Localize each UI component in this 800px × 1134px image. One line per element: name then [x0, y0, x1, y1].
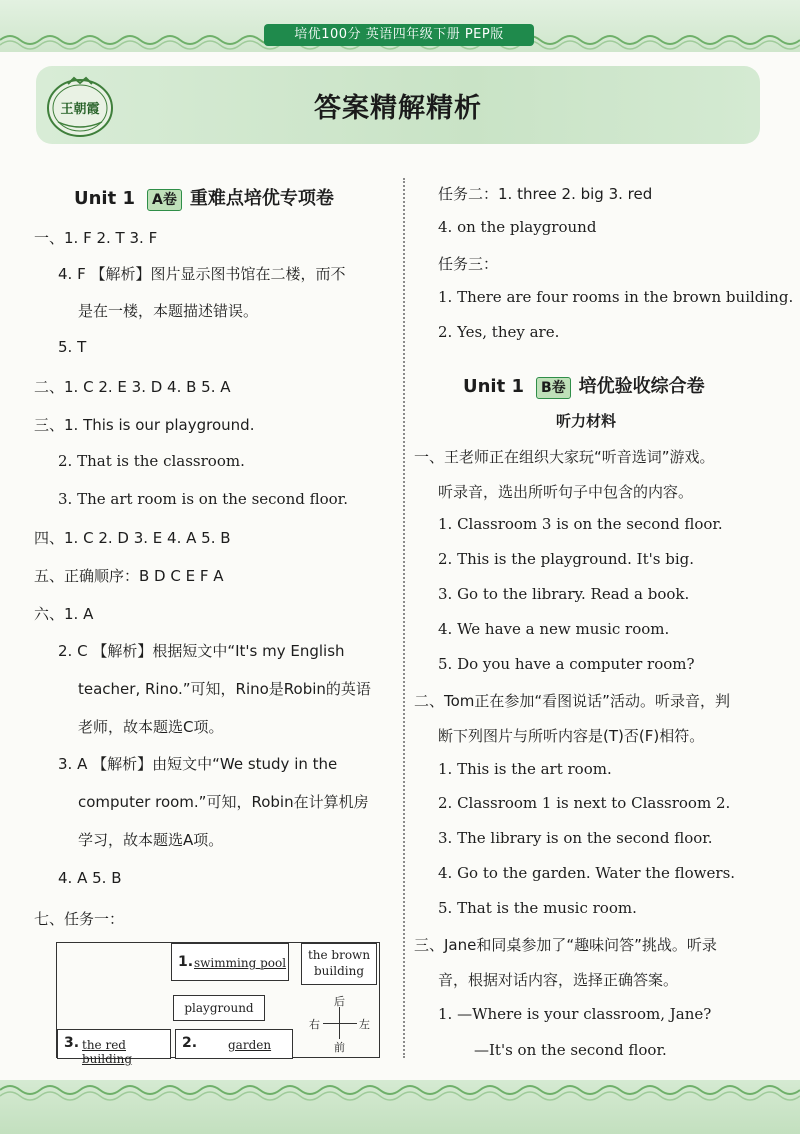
answer-line: computer room.”可知，Robin在计算机房	[78, 793, 369, 811]
script-line: —It's on the second floor.	[474, 1041, 667, 1059]
answer-line: 三、1. This is our playground.	[34, 416, 255, 434]
script-line: 一、王老师正在组织大家玩“听音选词”游戏。	[414, 448, 715, 466]
answer-line: 4. on the playground	[438, 218, 597, 236]
box-answer: swimming pool	[194, 956, 287, 970]
unit-a-heading	[74, 184, 334, 211]
script-line: 5. Do you have a computer room?	[438, 655, 695, 673]
map-box-brown-building	[301, 943, 377, 985]
compass-west: 右	[309, 1018, 320, 1031]
bottom-wave-decoration	[0, 1082, 800, 1104]
answer-line: 5. T	[58, 338, 87, 356]
script-line: 1. This is the art room.	[438, 760, 612, 778]
answer-line: 4. F 【解析】图片显示图书馆在二楼，而不	[58, 265, 346, 283]
script-line: 三、Jane和同桌参加了“趣味问答”挑战。听录	[414, 936, 717, 954]
compass-east: 左	[359, 1018, 370, 1031]
answer-line: 2. Yes, they are.	[438, 323, 560, 341]
script-line: 5. That is the music room.	[438, 899, 637, 917]
box-label: playground	[184, 1001, 254, 1015]
publisher-logo-icon	[44, 72, 116, 140]
answer-line: 3. The art room is on the second floor.	[58, 490, 348, 508]
svg-text:王朝霞: 王朝霞	[60, 102, 100, 117]
unit-b-heading	[463, 372, 705, 399]
script-line: 二、Tom正在参加“看图说话”活动。听录音，判	[414, 692, 730, 710]
answer-line: 五、正确顺序：B D C E F A	[34, 567, 224, 585]
script-line: 3. Go to the library. Read a book.	[438, 585, 690, 603]
unit-label: Unit 1	[74, 188, 135, 209]
box-answer: garden	[228, 1038, 272, 1052]
answer-line: 3. A 【解析】由短文中“We study in the	[58, 755, 338, 773]
script-line: 4. Go to the garden. Water the flowers.	[438, 864, 736, 882]
paper-badge: A卷	[147, 189, 182, 211]
unit-label: Unit 1	[463, 376, 524, 397]
title-bar	[36, 66, 760, 144]
box-label: the brown building	[307, 948, 371, 978]
answer-line: 1. There are four rooms in the brown building.	[438, 288, 794, 306]
location-map	[56, 942, 380, 1066]
answer-line: 一、1. F 2. T 3. F	[34, 229, 158, 247]
answer-line: 学习，故本题选A项。	[78, 831, 224, 849]
paper-title: 重难点培优专项卷	[189, 188, 334, 209]
answer-line: 任务二：1. three 2. big 3. red	[438, 185, 653, 203]
paper-badge: B卷	[536, 377, 571, 399]
script-line: 4. We have a new music room.	[438, 620, 670, 638]
script-line: 2. Classroom 1 is next to Classroom 2.	[438, 794, 731, 812]
map-box-garden	[175, 1029, 293, 1059]
script-line: 听录音，选出所听句子中包含的内容。	[438, 483, 694, 501]
section-subtitle: 听力材料	[556, 412, 617, 430]
box-number: 2.	[182, 1035, 198, 1051]
script-line: 3. The library is on the second floor.	[438, 829, 713, 847]
script-line: 断下列图片与所听内容是(T)否(F)相符。	[438, 727, 705, 745]
answer-line: 2. C 【解析】根据短文中“It's my English	[58, 642, 345, 660]
box-answer: the red building	[82, 1038, 133, 1066]
compass-north: 后	[334, 995, 345, 1008]
script-line: 音，根据对话内容，选择正确答案。	[438, 971, 679, 989]
script-line: 1. Classroom 3 is on the second floor.	[438, 515, 723, 533]
column-divider	[403, 178, 405, 1058]
answer-line: 任务三：	[438, 255, 499, 273]
answer-line: 二、1. C 2. E 3. D 4. B 5. A	[34, 378, 231, 396]
series-label: 培优100分 英语四年级下册 PEP版	[264, 24, 534, 46]
compass-horizontal	[323, 1023, 357, 1024]
answer-line: teacher, Rino.”可知，Rino是Robin的英语	[78, 680, 371, 698]
box-number: 1.	[178, 954, 194, 970]
map-box-red-building	[57, 1029, 171, 1066]
compass	[309, 995, 370, 1054]
answer-line: 七、任务一：	[34, 910, 125, 928]
answer-line: 四、1. C 2. D 3. E 4. A 5. B	[34, 529, 231, 547]
page-title: 答案精解精析	[314, 93, 482, 124]
box-number: 3.	[64, 1035, 80, 1051]
answer-line: 六、1. A	[34, 605, 94, 623]
compass-south: 前	[334, 1041, 345, 1054]
paper-title: 培优验收综合卷	[578, 376, 705, 397]
answer-line: 2. That is the classroom.	[58, 452, 245, 470]
answer-line: 4. A 5. B	[58, 869, 122, 887]
answer-line: 是在一楼，本题描述错误。	[78, 302, 259, 320]
map-box-playground	[173, 995, 265, 1021]
map-box-swimming-pool	[171, 943, 289, 981]
script-line: 2. This is the playground. It's big.	[438, 550, 694, 568]
answer-line: 老师，故本题选C项。	[78, 718, 224, 736]
script-line: 1. —Where is your classroom, Jane?	[438, 1005, 712, 1023]
